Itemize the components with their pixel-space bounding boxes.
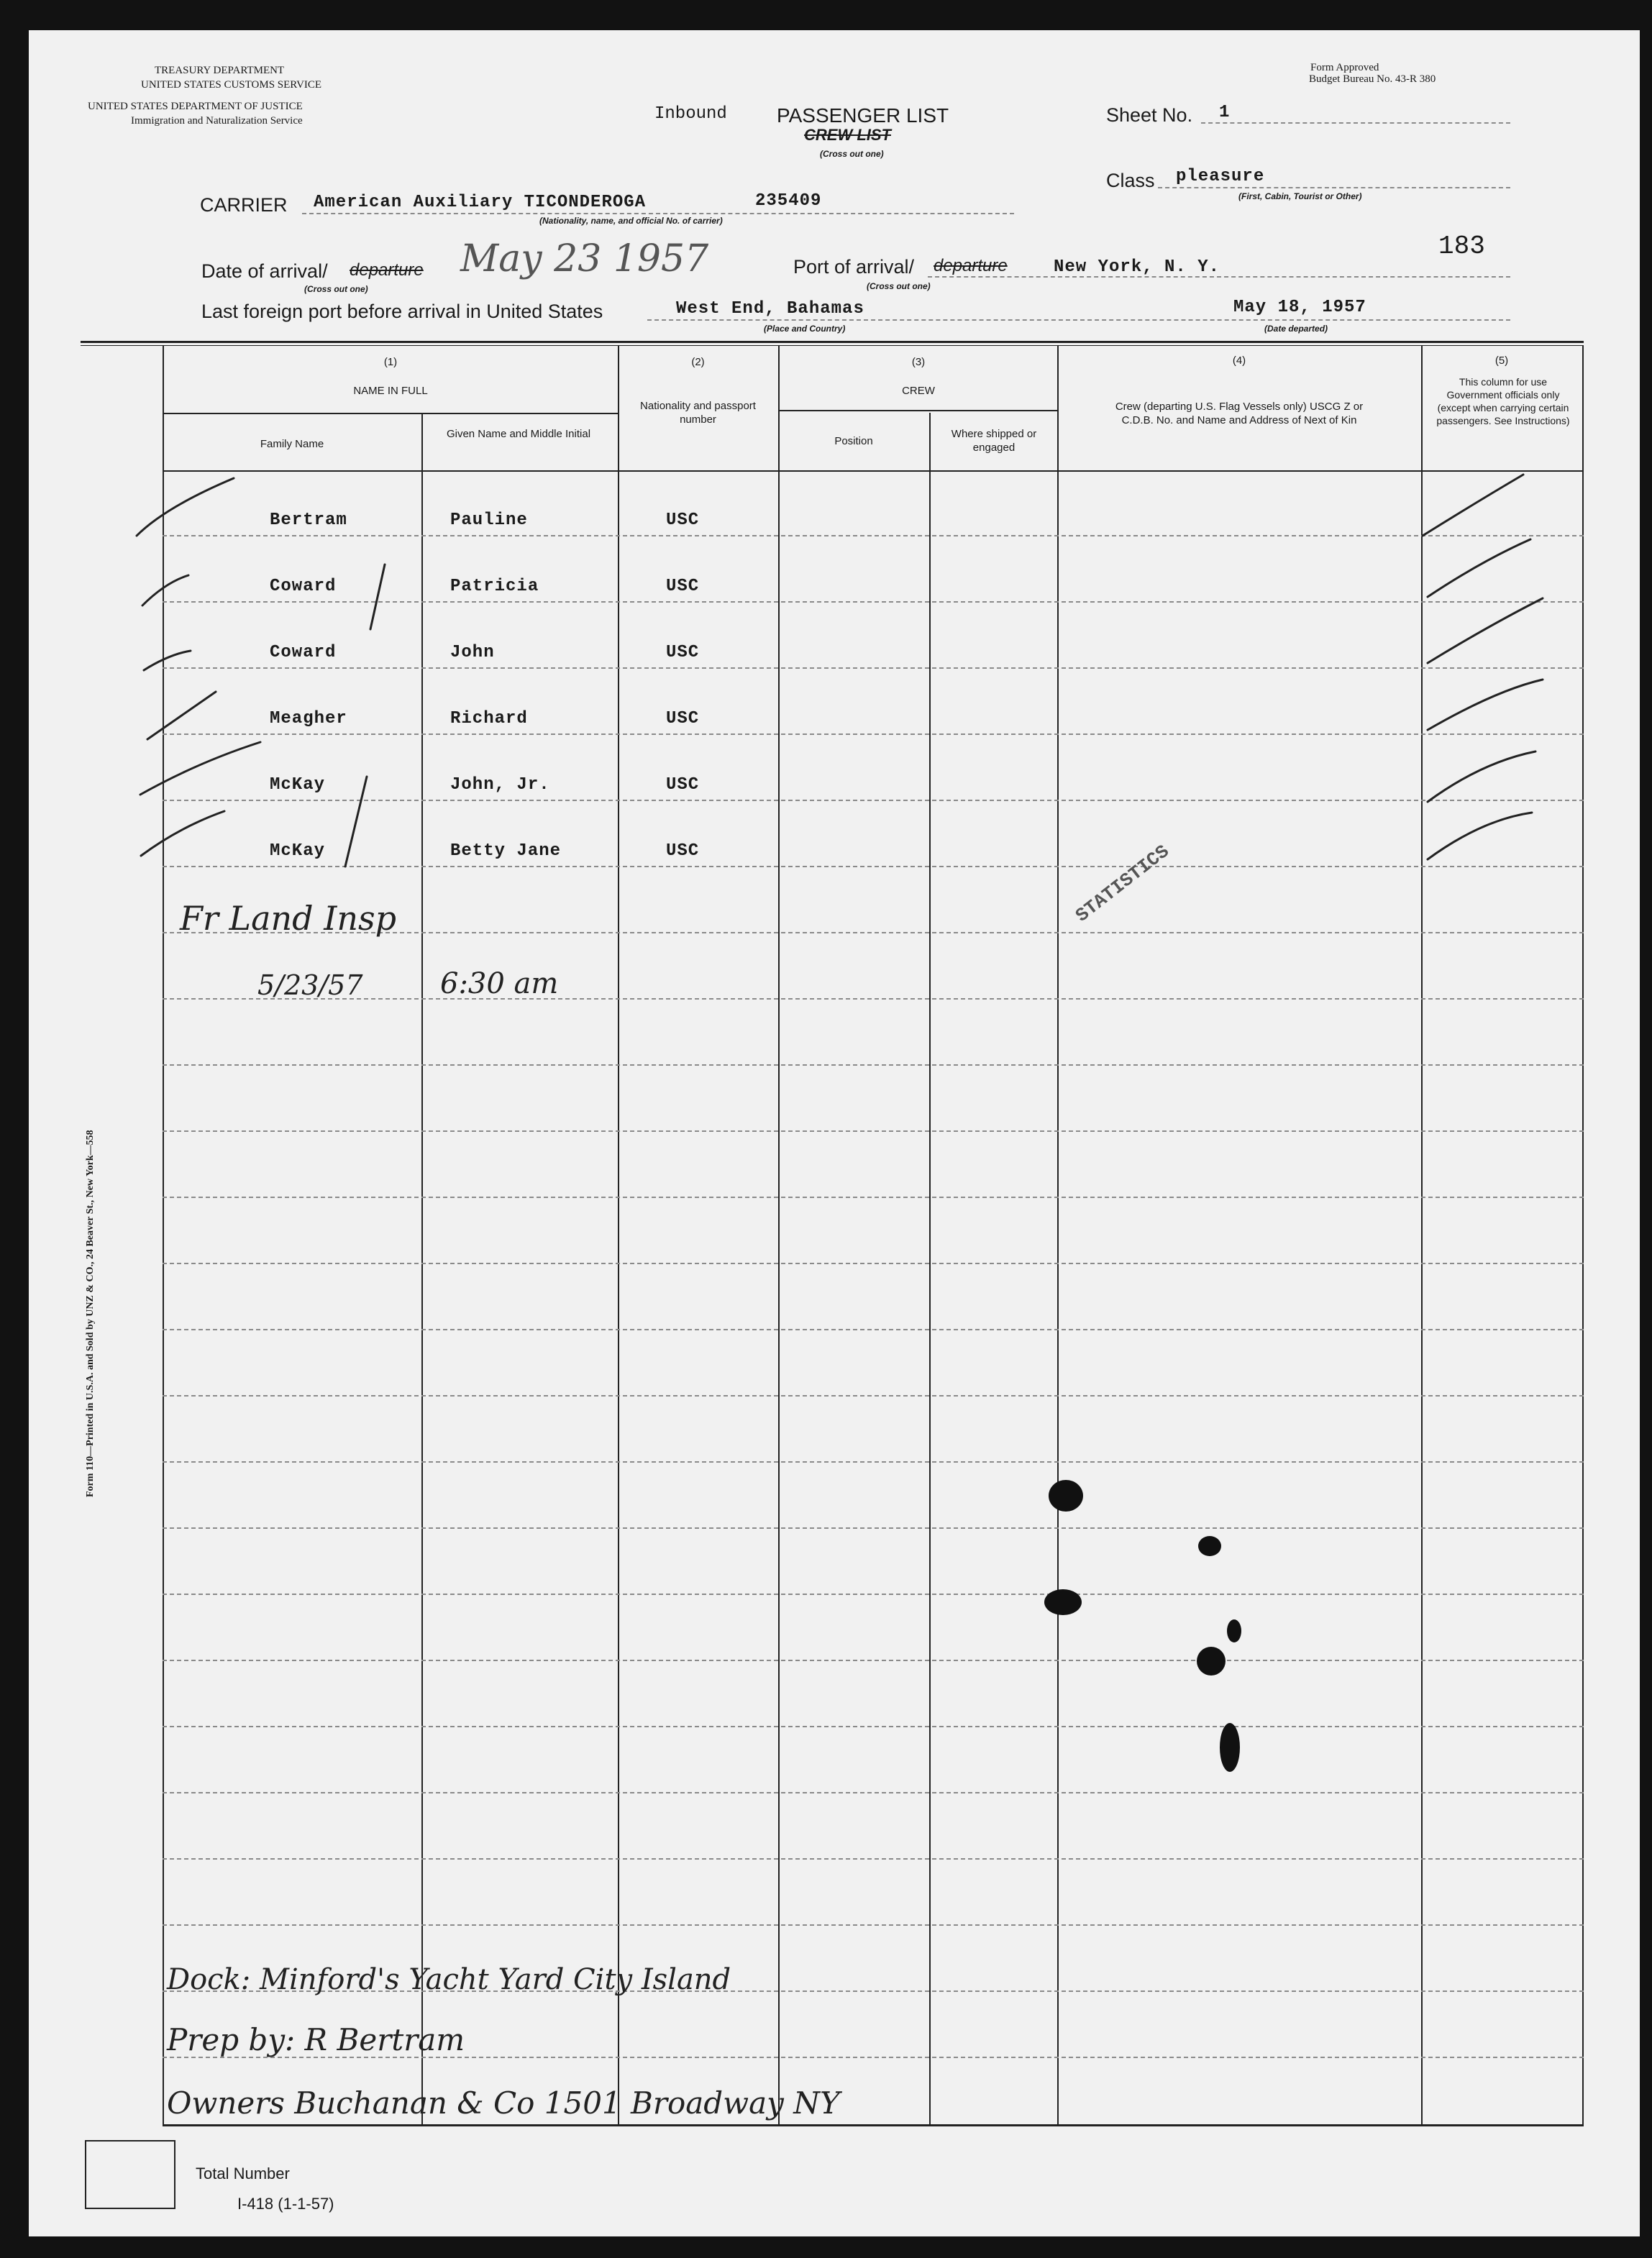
agency-line-3: UNITED STATES DEPARTMENT OF JUSTICE bbox=[88, 101, 303, 112]
page-number: 183 bbox=[1438, 232, 1485, 261]
foreign-port-value: West End, Bahamas bbox=[676, 299, 864, 319]
col5-title: This column for use Government officials only (except when carrying certain passengers. See Instructions) bbox=[1436, 376, 1570, 426]
class-value: pleasure bbox=[1176, 167, 1265, 186]
class-note: (First, Cabin, Tourist or Other) bbox=[1238, 191, 1362, 201]
agency-line-1: TREASURY DEPARTMENT bbox=[155, 65, 285, 76]
date-departed-value: May 18, 1957 bbox=[1233, 298, 1366, 317]
port-departure-crossed: departure bbox=[934, 256, 1008, 275]
carrier-label: CARRIER bbox=[200, 194, 288, 216]
form-number: I-418 (1-1-57) bbox=[237, 2195, 334, 2213]
port-arrival-label: Port of arrival/ bbox=[793, 256, 915, 278]
budget-bureau: Budget Bureau No. 43-R 380 bbox=[1309, 73, 1436, 85]
inspection-time: 6:30 am bbox=[440, 967, 559, 1000]
passenger-family-name: McKay bbox=[270, 775, 326, 795]
sheet-value: 1 bbox=[1219, 103, 1231, 122]
passenger-nationality: USC bbox=[666, 709, 700, 728]
foreign-port-label: Last foreign port before arrival in United States bbox=[201, 301, 603, 322]
inspector-signature: Fr Land Insp bbox=[180, 899, 397, 938]
col4-title: Crew (departing U.S. Flag Vessels only) USCG Z or C.D.B. No. and Name and Address of Next of Kin bbox=[1115, 401, 1364, 426]
passenger-family-name: Bertram bbox=[270, 511, 347, 530]
passenger-nationality: USC bbox=[666, 577, 700, 596]
col1-given: Given Name and Middle Initial bbox=[446, 428, 591, 440]
carrier-official-no: 235409 bbox=[755, 191, 822, 211]
owners-note: Owners Buchanan & Co 1501 Broadway NY bbox=[167, 2085, 840, 2121]
prep-by-note: Prep by: R Bertram bbox=[167, 2022, 465, 2057]
col1-number: (1) bbox=[383, 356, 398, 368]
passenger-given-name: Pauline bbox=[450, 511, 528, 530]
passenger-family-name: Coward bbox=[270, 643, 337, 662]
col2-title: Nationality and passport number bbox=[640, 400, 756, 426]
date-arrival-label: Date of arrival/ bbox=[201, 260, 328, 282]
passenger-family-name: Coward bbox=[270, 577, 337, 596]
passenger-given-name: Richard bbox=[450, 709, 528, 728]
passenger-given-name: Betty Jane bbox=[450, 841, 562, 861]
class-label: Class bbox=[1106, 170, 1155, 191]
agency-line-4: Immigration and Naturalization Service bbox=[131, 115, 303, 127]
passenger-family-name: McKay bbox=[270, 841, 326, 861]
foreign-port-note: (Place and Country) bbox=[764, 324, 846, 334]
col3-number: (3) bbox=[911, 356, 926, 368]
passenger-given-name: Patricia bbox=[450, 577, 539, 596]
date-departed-note: (Date departed) bbox=[1264, 324, 1328, 334]
dock-note: Dock: Minford's Yacht Yard City Island bbox=[167, 1963, 731, 1996]
statistics-stamp: STATISTICS bbox=[1072, 840, 1174, 927]
crew-list-crossed: CREW LIST bbox=[804, 126, 891, 144]
date-departure-crossed: departure bbox=[350, 260, 424, 280]
col1-family: Family Name bbox=[260, 438, 324, 450]
passenger-given-name: John bbox=[450, 643, 495, 662]
total-number-label: Total Number bbox=[196, 2165, 290, 2182]
sheet-label: Sheet No. bbox=[1106, 104, 1193, 126]
agency-line-2: UNITED STATES CUSTOMS SERVICE bbox=[141, 79, 322, 91]
passenger-nationality: USC bbox=[666, 643, 700, 662]
form-title: PASSENGER LIST bbox=[777, 104, 949, 127]
passenger-nationality: USC bbox=[666, 841, 700, 861]
col1-title: NAME IN FULL bbox=[353, 385, 428, 397]
port-cross-note: (Cross out one) bbox=[867, 281, 931, 291]
carrier-value: American Auxiliary TICONDEROGA bbox=[314, 193, 647, 212]
col3-position: Position bbox=[834, 435, 873, 447]
side-print: Form 110—Printed in U.S.A. and Sold by UNZ & CO., 24 Beaver St., New York—558 bbox=[85, 1130, 96, 1497]
port-value: New York, N. Y. bbox=[1054, 257, 1220, 277]
carrier-note: (Nationality, name, and official No. of carrier) bbox=[539, 216, 723, 226]
inspection-date: 5/23/57 bbox=[257, 969, 363, 1001]
passenger-family-name: Meagher bbox=[270, 709, 347, 728]
date-cross-note: (Cross out one) bbox=[304, 284, 368, 294]
col3-where: Where shipped or engaged bbox=[951, 428, 1037, 454]
col2-number: (2) bbox=[691, 356, 705, 368]
passenger-nationality: USC bbox=[666, 511, 700, 530]
col3-title: CREW bbox=[902, 385, 935, 397]
passenger-nationality: USC bbox=[666, 775, 700, 795]
form-approved: Form Approved bbox=[1310, 62, 1379, 73]
col5-number: (5) bbox=[1494, 355, 1509, 367]
col4-number: (4) bbox=[1232, 355, 1246, 367]
title-cross-note: (Cross out one) bbox=[820, 149, 884, 159]
date-handwritten: May 23 1957 bbox=[460, 237, 709, 280]
total-number-box bbox=[85, 2140, 175, 2209]
passenger-given-name: John, Jr. bbox=[450, 775, 550, 795]
inbound-label: Inbound bbox=[654, 104, 727, 124]
